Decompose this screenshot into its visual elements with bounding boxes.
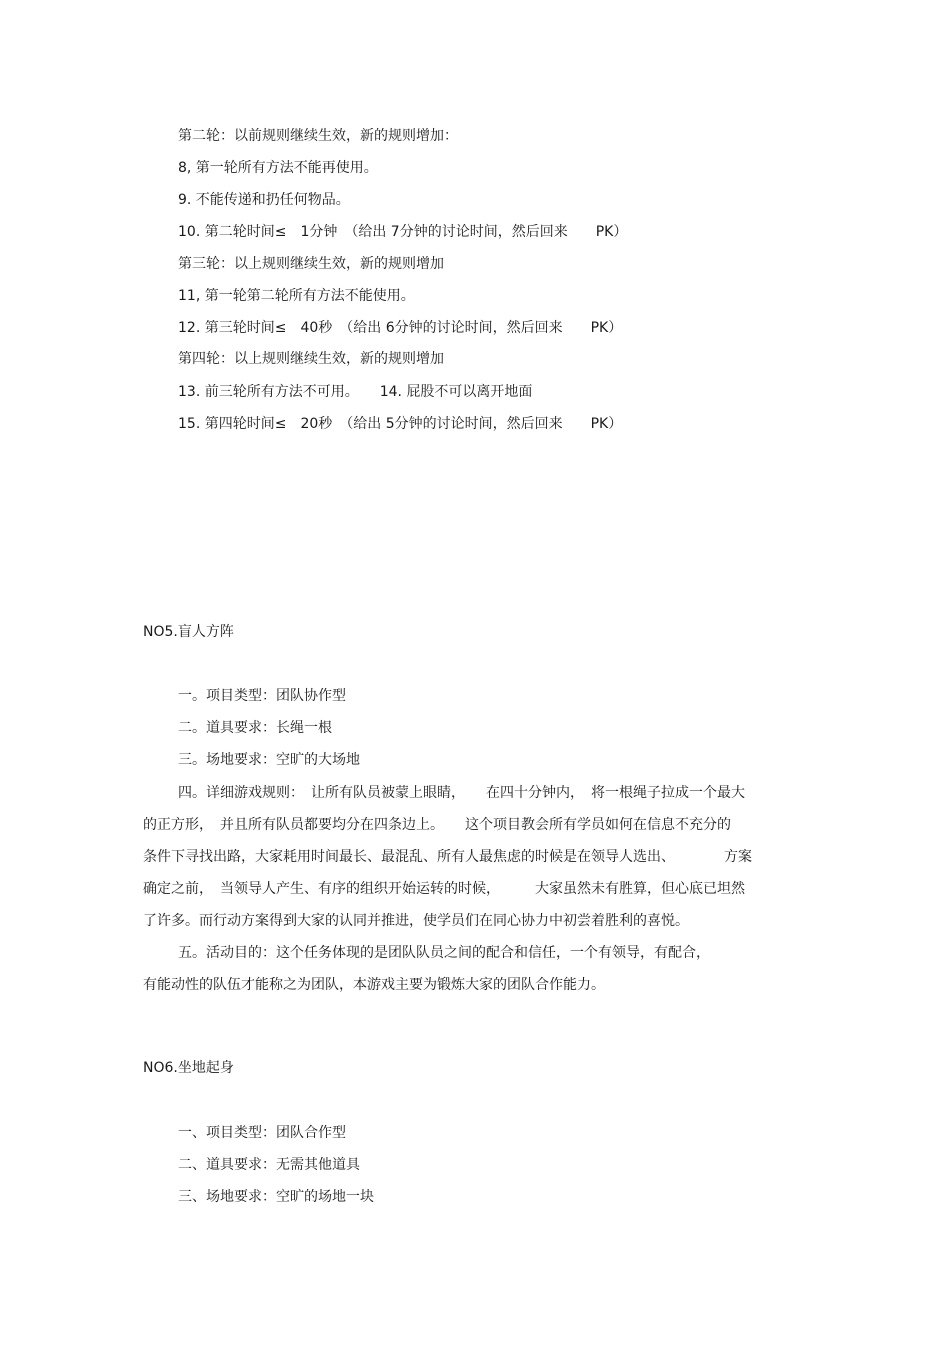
no5-title: NO5.盲人方阵 — [143, 624, 234, 640]
no6-type: 一、项目类型：团队合作型 — [178, 1125, 346, 1141]
no5-purpose-line-1: 五。活动目的：这个任务体现的是团队队员之间的配合和信任，一个有领导，有配合， — [178, 945, 710, 961]
no5-detail-line-2: 的正方形， 并且所有队员都要均分在四条边上。 这个项目教会所有学员如何在信息不充分的 — [143, 817, 731, 833]
round3-title: 第三轮：以上规则继续生效，新的规则增加 — [178, 256, 444, 272]
rule-13-14: 13. 前三轮所有方法不可用。 14. 屁股不可以离开地面 — [178, 384, 533, 400]
no5-props: 二。道具要求：长绳一根 — [178, 720, 332, 736]
round2-title: 第二轮：以前规则继续生效，新的规则增加： — [178, 128, 458, 144]
no5-type: 一。项目类型：团队协作型 — [178, 688, 346, 704]
no5-detail-line-4: 确定之前， 当领导人产生、有序的组织开始运转的时候， 大家虽然未有胜算，但心底已坦然 — [143, 881, 745, 897]
no5-detail-line-5: 了许多。而行动方案得到大家的认同并推进，使学员们在同心协力中初尝着胜利的喜悦。 — [143, 913, 689, 929]
rule-11: 11, 第一轮第二轮所有方法不能使用。 — [178, 288, 415, 304]
rule-8: 8, 第一轮所有方法不能再使用。 — [178, 160, 378, 176]
no5-detail-line-1: 四。详细游戏规则： 让所有队员被蒙上眼睛， 在四十分钟内， 将一根绳子拉成一个最大 — [178, 785, 745, 801]
round4-title: 第四轮：以上规则继续生效，新的规则增加 — [178, 351, 444, 367]
no5-detail-line-3: 条件下寻找出路，大家耗用时间最长、最混乱、所有人最焦虑的时候是在领导人选出、 方案 — [143, 849, 752, 865]
no6-props: 二、道具要求：无需其他道具 — [178, 1157, 360, 1173]
no6-venue: 三、场地要求：空旷的场地一块 — [178, 1189, 374, 1205]
no5-purpose-line-2: 有能动性的队伍才能称之为团队，本游戏主要为锻炼大家的团队合作能力。 — [143, 977, 605, 993]
rule-12: 12. 第三轮时间≤ 40秒 （给出 6分钟的讨论时间，然后回来 PK） — [178, 320, 623, 336]
no6-title: NO6.坐地起身 — [143, 1060, 234, 1076]
rule-15: 15. 第四轮时间≤ 20秒 （给出 5分钟的讨论时间，然后回来 PK） — [178, 416, 623, 432]
no5-venue: 三。场地要求：空旷的大场地 — [178, 752, 360, 768]
rule-10: 10. 第二轮时间≤ 1分钟 （给出 7分钟的讨论时间，然后回来 PK） — [178, 224, 628, 240]
rule-9: 9. 不能传递和扔任何物品。 — [178, 192, 350, 208]
